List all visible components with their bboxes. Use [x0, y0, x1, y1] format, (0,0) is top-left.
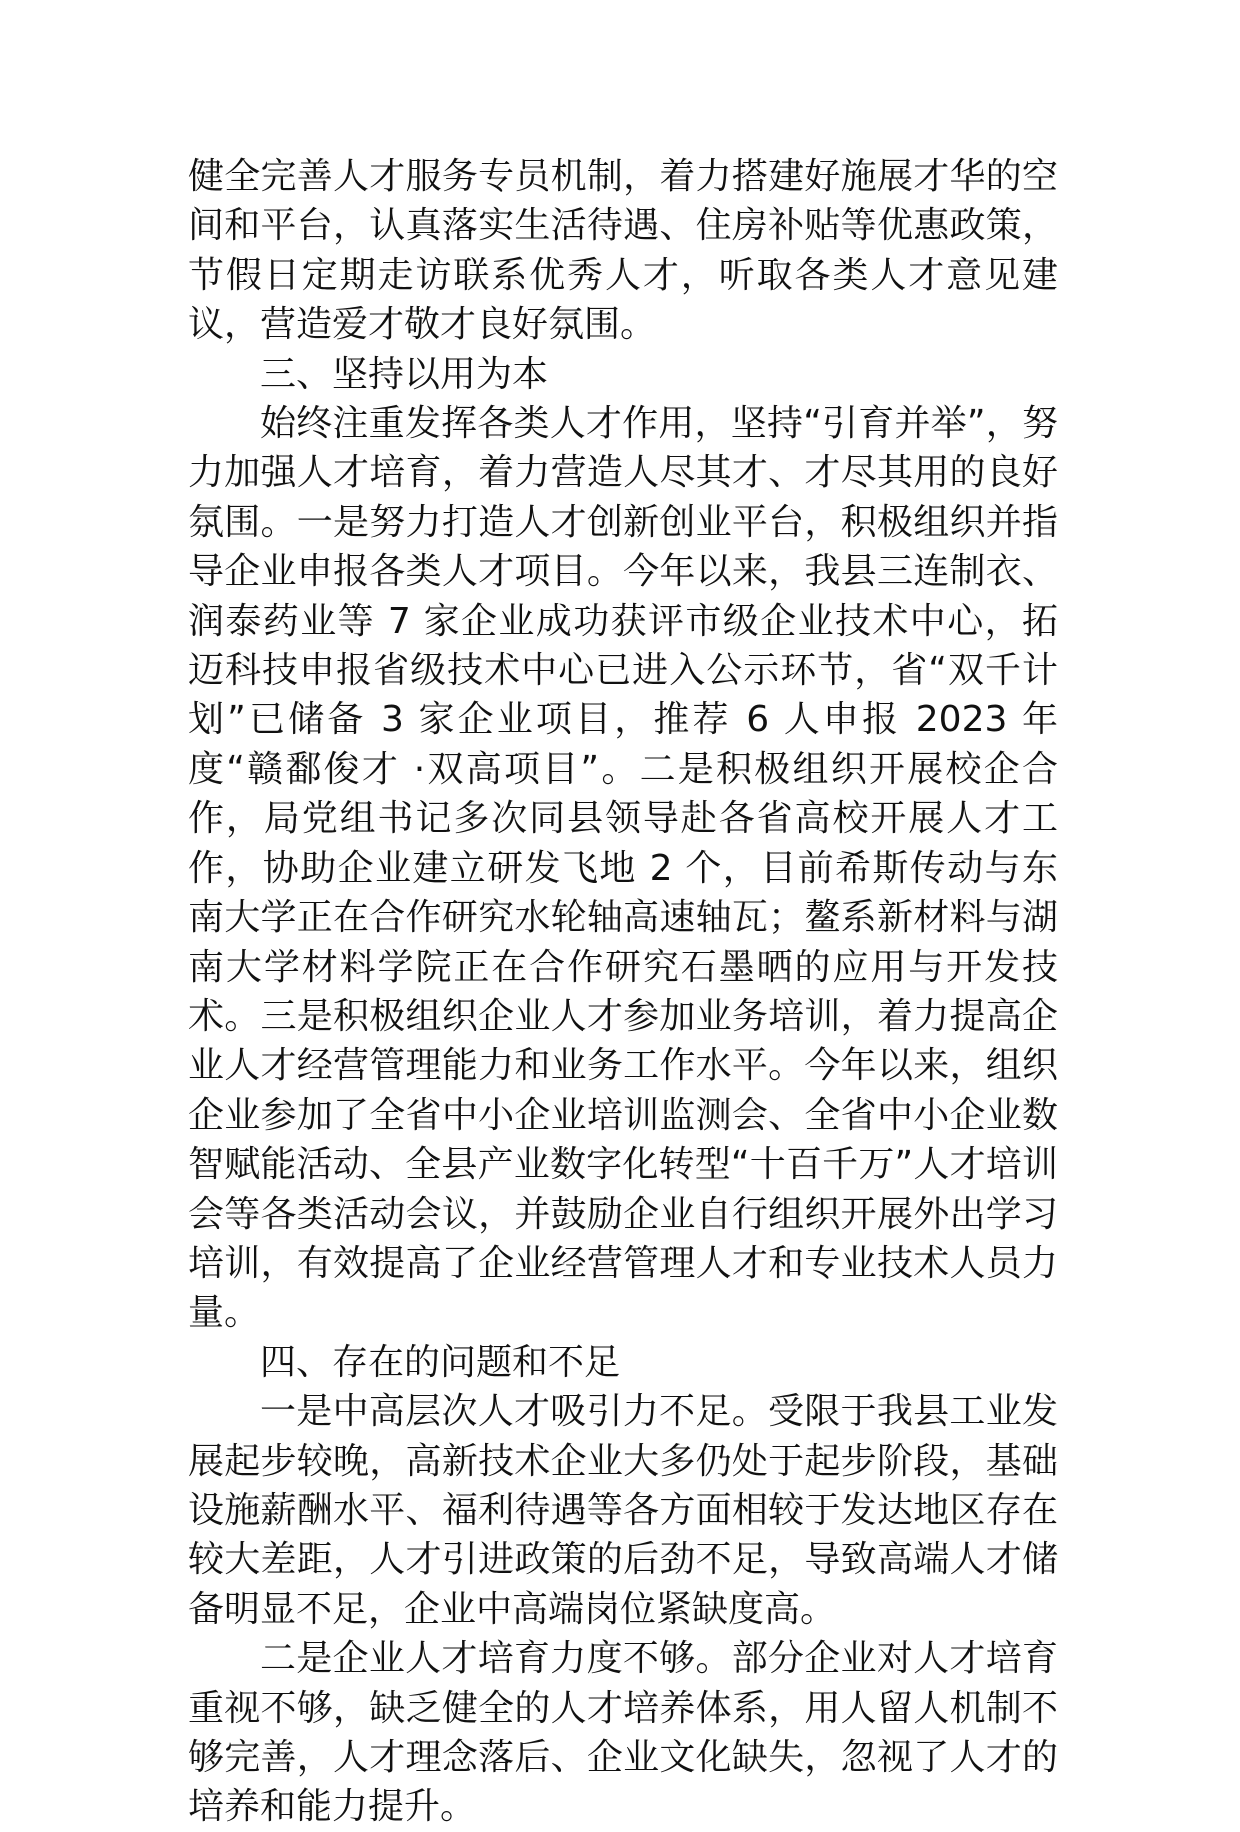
- paragraph-problem-one: 一是中高层次人才吸引力不足。受限于我县工业发展起步较晚，高新技术企业大多仍处于起步阶段，基础设施薪酬水平、福利待遇等各方面相较于发达地区存在较大差距，人才引进政策的后劲不足，导致高端人才储备明显不足，企业中高端岗位紧缺度高。: [188, 1391, 1058, 1630]
- paragraph-continuation: 健全完善人才服务专员机制，着力搭建好施展才华的空间和平台，认真落实生活待遇、住房补贴等优惠政策，节假日定期走访联系优秀人才，听取各类人才意见建议，营造爱才敬才良好氛围。: [188, 156, 1058, 346]
- paragraph-problem-two: 二是企业人才培育力度不够。部分企业对人才培育重视不够，缺乏健全的人才培养体系，用人留人机制不够完善，人才理念落后、企业文化缺失，忽视了人才的培养和能力提升。: [188, 1638, 1058, 1828]
- section-heading-three: 三、坚持以用为本: [260, 353, 549, 395]
- paragraph-talent-use: 始终注重发挥各类人才作用，坚持“引育并举”，努力加强人才培育，着力营造人尽其才、才尽其用的良好氛围。一是努力打造人才创新创业平台，积极组织并指导企业申报各类人才项目。今年以来，我县三连制衣、润泰药业等 7 家企业成功获评市级企业技术中心，拓迈科技申报省级技术中心已进入公示环节，省“双千计划”已储备 3 家企业项目，推荐 6 人申报 2023 年度“赣鄱俊才 ·双高项目”。二是积极组织开展校企合作，局党组书记多次同县领导赴各省高校开展人才工作，协助企业建立研发飞地 2 个，目前希斯传动与东南大学正在合作研究水轮轴高速轴瓦；鳌系新材料与湖南大学材料学院正在合作研究石墨晒的应用与开发技术。三是积极组织企业人才参加业务培训，着力提高企业人才经营管理能力和业务工作水平。今年以来，组织企业参加了全省中小企业培训监测会、全省中小企业数智赋能活动、全县产业数字化转型“十百千万”人才培训会等各类活动会议，并鼓励企业自行组织开展外出学习培训，有效提高了企业经营管理人才和专业技术人员力量。: [188, 403, 1058, 1334]
- section-heading-four: 四、存在的问题和不足: [260, 1341, 621, 1383]
- document-body: [188, 152, 1058, 1832]
